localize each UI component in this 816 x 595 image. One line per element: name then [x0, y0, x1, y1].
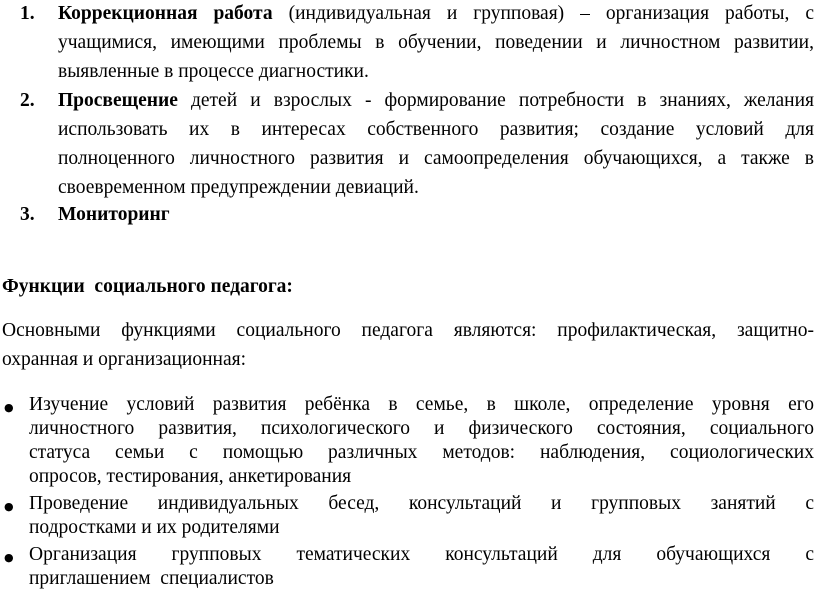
- bullet-text: подростками и их родителями: [29, 517, 280, 538]
- intro-text: охранная и организационная:: [2, 349, 247, 370]
- bullet-text: Организация групповых тематических консультаций для обучающихся с: [29, 544, 814, 565]
- bullet-text: Изучение условий развития ребёнка в семье, в школе, определение уровня его: [29, 394, 814, 415]
- list-number: 1.: [20, 3, 35, 24]
- bullet-text: статуса семьи с помощью различных методов: наблюдения, социологических: [29, 442, 814, 463]
- item-text: своевременном предупреждении девиаций.: [58, 177, 419, 198]
- bullet-text: опросов, тестирования, анкетирования: [29, 466, 352, 487]
- item-text: (индивидуальная и групповая) – организация работы, с: [272, 3, 814, 24]
- item-text: учащимися, имеющими проблемы в обучении, поведении и личностном развитии,: [58, 32, 814, 53]
- black-circle-bullet-icon: ●: [4, 500, 14, 513]
- bullet-text: приглашением специалистов: [29, 568, 274, 589]
- list-number: 2.: [20, 90, 35, 111]
- functions-heading: Функции социального педагога:: [2, 276, 293, 297]
- item-title: Мониторинг: [58, 204, 170, 225]
- item-title: Коррекционная работа: [58, 3, 273, 24]
- item-text: детей и взрослых - формирование потребности в знаниях, желания: [177, 90, 814, 111]
- item-title: Просвещение: [58, 90, 178, 111]
- black-circle-bullet-icon: ●: [4, 401, 14, 414]
- bullet-text: личностного развития, психологического и физического состояния, социального: [29, 418, 814, 439]
- item-text: полноценного личностного развития и самоопределения обучающихся, а также в: [58, 148, 814, 169]
- item-text: использовать их в интересах собственного развития; создание условий для: [58, 119, 814, 140]
- item-text: выявленные в процессе диагностики.: [58, 61, 369, 82]
- bullet-text: Проведение индивидуальных бесед, консультаций и групповых занятий с: [29, 493, 814, 514]
- list-number: 3.: [20, 204, 35, 225]
- black-circle-bullet-icon: ●: [4, 551, 14, 564]
- intro-text: Основными функциями социального педагога являются: профилактическая, защитно-: [2, 320, 814, 341]
